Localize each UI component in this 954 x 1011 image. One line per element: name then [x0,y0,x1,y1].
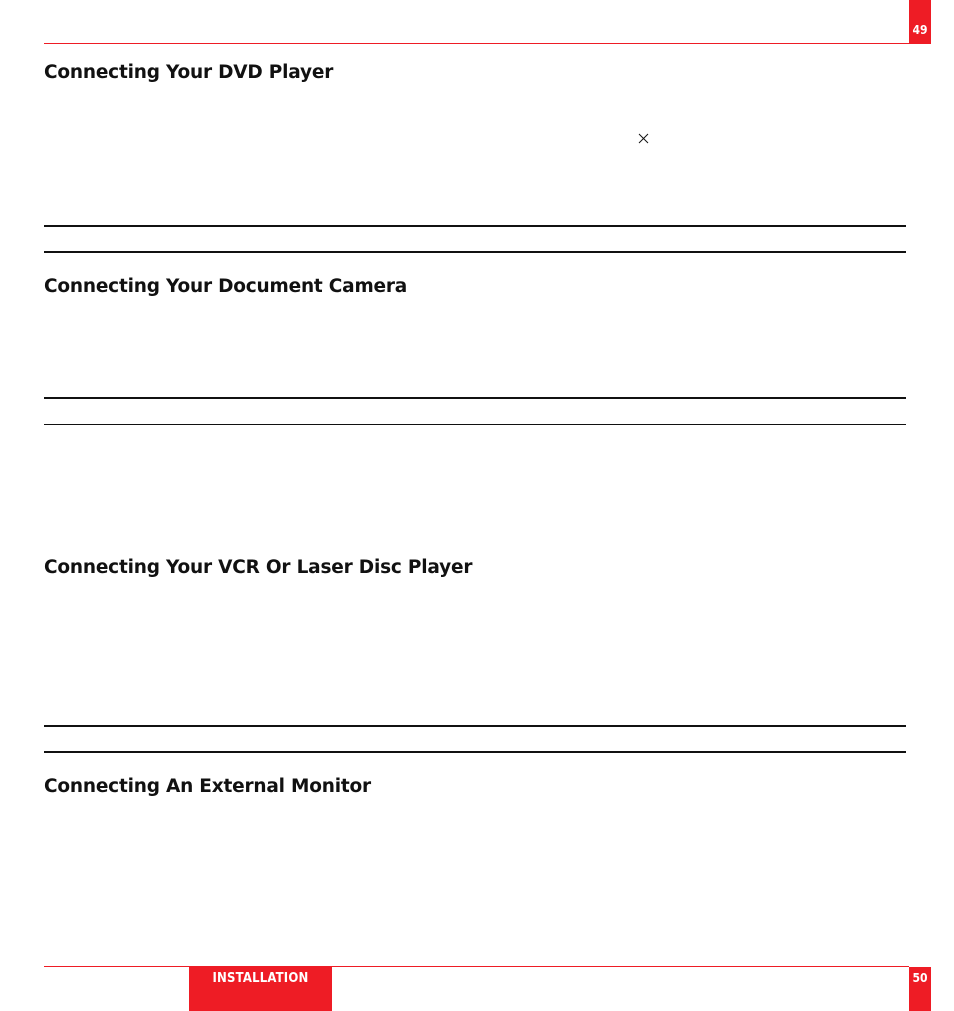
page-number-tab-top [909,0,931,44]
section-divider [44,751,906,753]
section-heading-vcr-laser-disc: Connecting Your VCR Or Laser Disc Player [44,557,473,578]
footer-section-label: INSTALLATION [212,971,309,986]
footer-rule [44,966,909,967]
section-divider [44,424,906,425]
page-number-tab-bottom [909,967,931,1011]
section-divider [44,397,906,399]
header-rule [44,43,909,44]
section-divider [44,225,906,227]
section-heading-dvd-player: Connecting Your DVD Player [44,62,334,83]
close-icon [637,132,650,145]
section-heading-external-monitor: Connecting An External Monitor [44,776,371,797]
page-number-top: 49 [912,23,928,37]
section-heading-document-camera: Connecting Your Document Camera [44,276,408,297]
section-divider [44,725,906,727]
footer-section-tab [189,967,332,1011]
page-number-bottom: 50 [912,971,928,985]
section-divider [44,251,906,253]
